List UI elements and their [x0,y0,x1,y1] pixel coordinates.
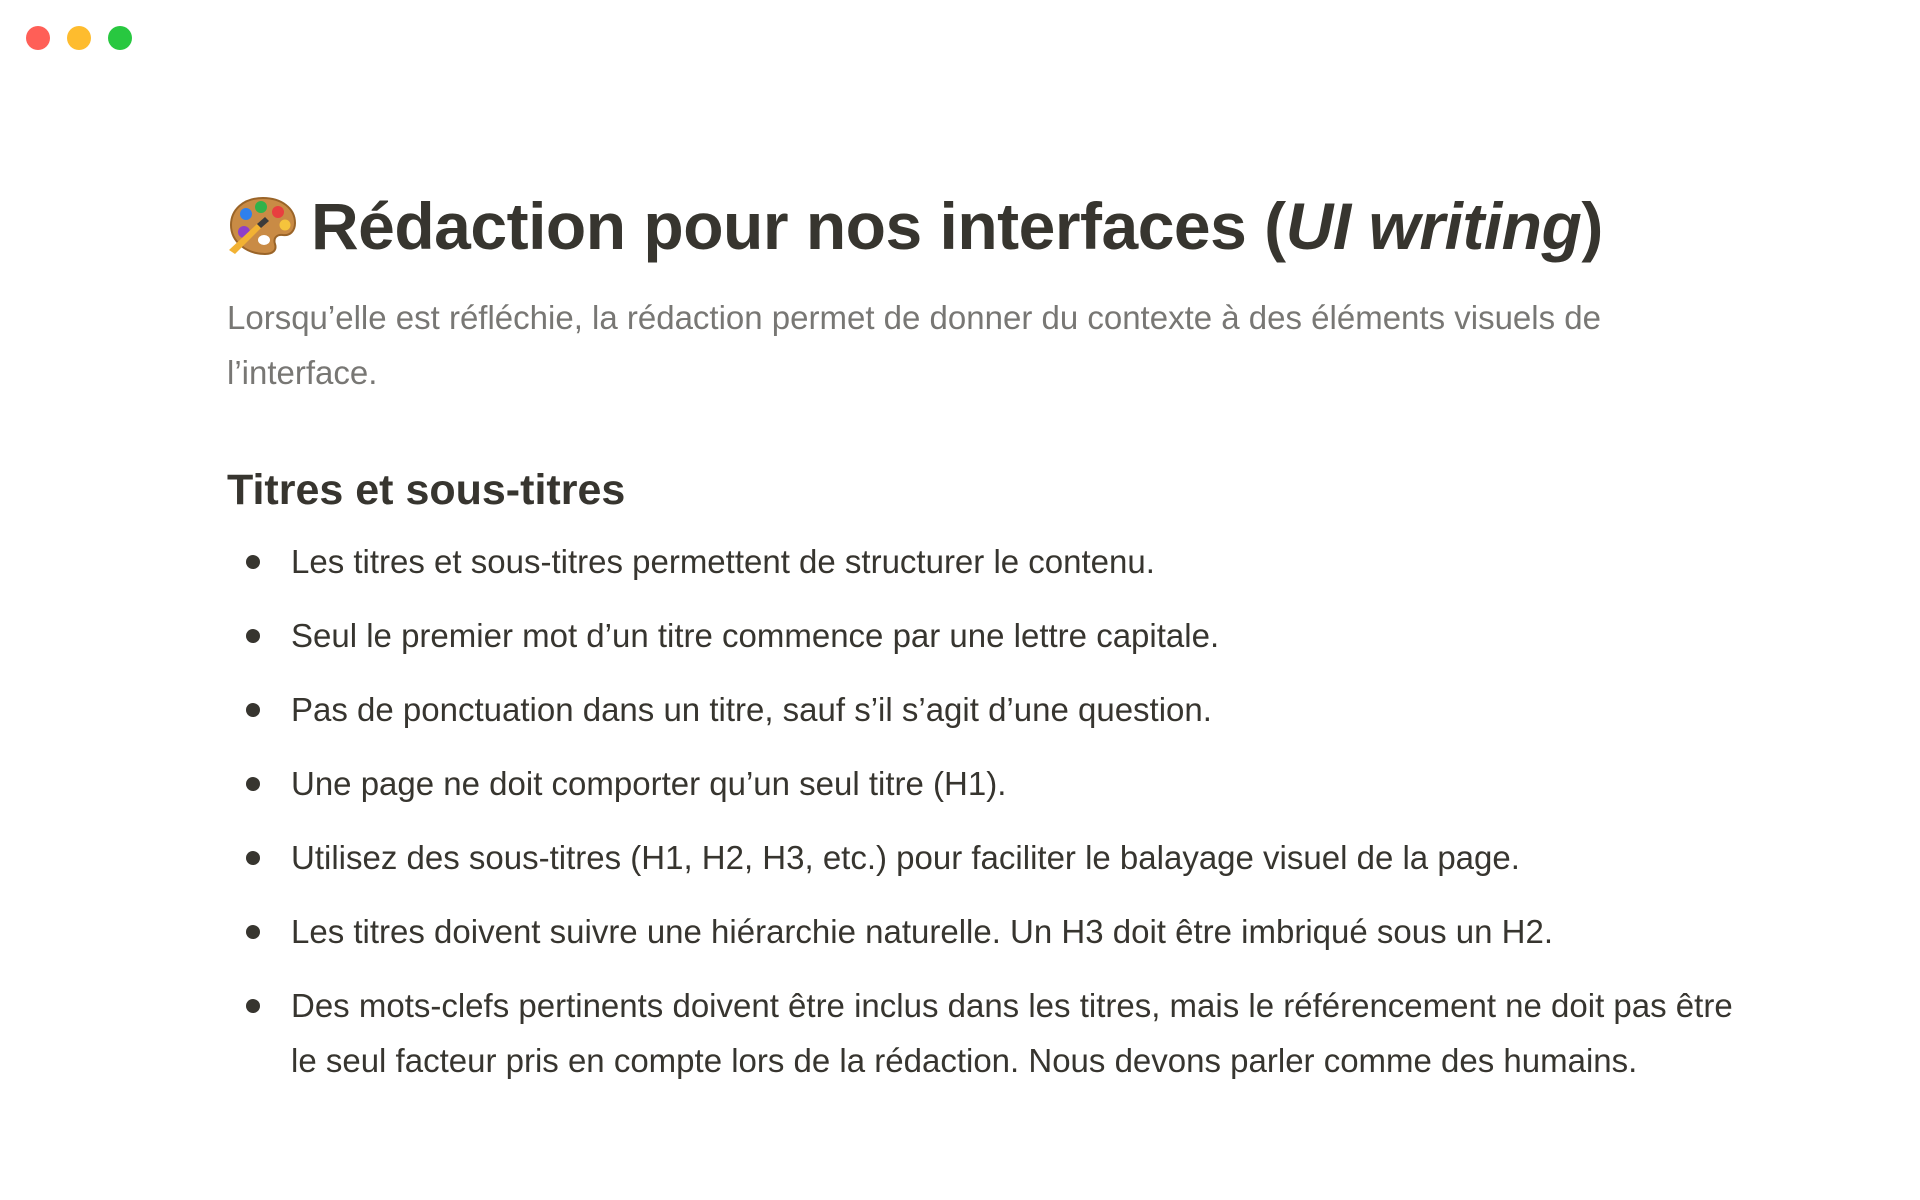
list-item[interactable] [227,904,1737,959]
list-item-text: Pas de ponctuation dans un titre, sauf s’il s’agit d’une question. [291,691,1212,728]
section-heading[interactable]: Titres et sous-titres [227,466,626,514]
list-item[interactable] [227,756,1737,811]
bullet-icon [246,851,260,865]
list-item[interactable] [227,608,1737,663]
list-item[interactable] [227,978,1737,1088]
bullet-icon [246,703,260,717]
window-controls [26,26,132,50]
list-item-text: Les titres doivent suivre une hiérarchie naturelle. Un H3 doit être imbriqué sous un H2. [291,913,1553,950]
bullet-icon [246,777,260,791]
page-title-text: Rédaction pour nos interfaces (UI writing) [311,189,1603,263]
page-description[interactable]: Lorsqu’elle est réfléchie, la rédaction permet de donner du contexte à des éléments visuels de l’interface. [227,299,1601,391]
bullet-icon [246,629,260,643]
list-item-text: Seul le premier mot d’un titre commence par une lettre capitale. [291,617,1220,654]
artist-palette-icon [227,190,299,262]
close-window-button[interactable] [26,26,50,50]
bullet-list [227,534,1737,1088]
zoom-window-button[interactable] [108,26,132,50]
list-item-text: Les titres et sous-titres permettent de structurer le contenu. [291,543,1155,580]
list-item-text: Utilisez des sous-titres (H1, H2, H3, etc.) pour faciliter le balayage visuel de la page. [291,839,1520,876]
minimize-window-button[interactable] [67,26,91,50]
bullet-icon [246,999,260,1013]
bullet-icon [246,925,260,939]
list-item-text: Une page ne doit comporter qu’un seul titre (H1). [291,765,1007,802]
list-item[interactable] [227,682,1737,737]
page-content [227,180,1733,1107]
list-item[interactable] [227,830,1737,885]
list-item-text: Des mots-clefs pertinents doivent être inclus dans les titres, mais le référencement ne doit pas être le seul facteur pris en compte lors de la rédaction. Nous devons parler comme des humains. [291,987,1733,1079]
bullet-icon [246,555,260,569]
page-title[interactable] [227,180,1727,272]
list-item[interactable] [227,534,1737,589]
